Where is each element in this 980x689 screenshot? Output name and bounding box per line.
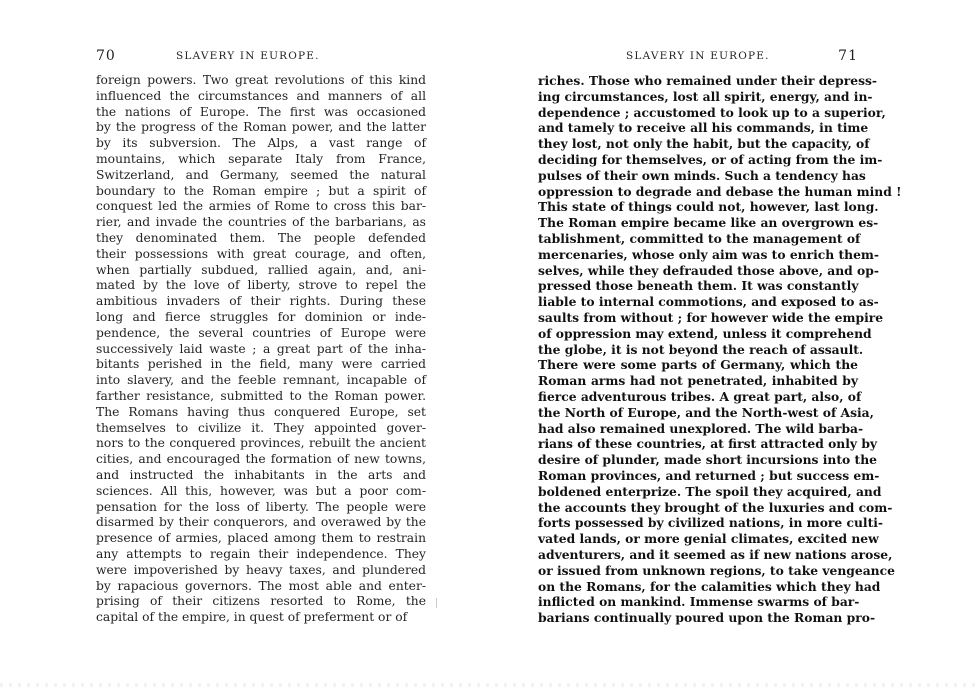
- right-page: [538, 48, 902, 648]
- text-line: inflicted on mankind. Immense swarms of bar-: [538, 594, 860, 610]
- text-line: cities, and encouraged the formation of new towns,: [96, 452, 426, 467]
- text-line: they denominated them. The people defended: [96, 230, 426, 245]
- text-line: Switzerland, and Germany, seemed the natural: [96, 167, 426, 182]
- text-line: oppression to degrade and debase the human mind !: [538, 183, 902, 199]
- text-line: into slavery, and the feeble remnant, incapable of: [96, 373, 426, 388]
- text-line: farther resistance, submitted to the Roman power.: [96, 388, 426, 403]
- text-line: presence of armies, placed among them to restrain: [96, 531, 426, 546]
- right-page-header: [538, 48, 858, 68]
- text-line: Roman arms had not penetrated, inhabited by: [538, 373, 858, 389]
- text-line: tablishment, committed to the management of: [538, 230, 861, 246]
- text-line: mated by the love of liberty, strove to repel the: [96, 278, 426, 293]
- text-line: barians continually poured upon the Roman pro-: [538, 610, 876, 626]
- text-line: mountains, which separate Italy from France,: [96, 151, 426, 166]
- text-line: by the progress of the Roman power, and the latter: [96, 120, 426, 135]
- text-line: nors to the conquered provinces, rebuilt the ancient: [96, 436, 426, 451]
- scan-edge: [0, 683, 980, 687]
- right-running-head: SLAVERY IN EUROPE.: [626, 50, 770, 62]
- text-line: long and fierce struggles for dominion or inde-: [96, 309, 426, 324]
- text-line: disarmed by their conquerors, and overawed by the: [96, 515, 426, 530]
- text-line: desire of plunder, made short incursions into the: [538, 452, 877, 468]
- text-line: rier, and invade the countries of the barbarians, as: [96, 215, 426, 230]
- text-line: the nations of Europe. The first was occasioned: [96, 104, 426, 119]
- right-page-number: 71: [838, 48, 858, 64]
- text-line: pulses of their own minds. Such a tendency has: [538, 167, 866, 183]
- left-page: [96, 48, 426, 648]
- text-line: themselves to civilize it. They appointed gover-: [96, 420, 426, 435]
- text-line: riches. Those who remained under their depress-: [538, 73, 878, 88]
- gutter-mark: [436, 598, 437, 608]
- text-line: successively laid waste ; a great part of the inha-: [96, 341, 426, 356]
- text-line: pendence, the several countries of Europe were: [96, 325, 426, 340]
- text-line: any attempts to regain their independence. They: [96, 546, 426, 561]
- text-line: by rapacious governors. The most able and enter-: [96, 578, 426, 593]
- text-line: their possessions with great courage, and often,: [96, 246, 426, 261]
- text-line: forts possessed by civilized nations, in more culti-: [538, 515, 884, 531]
- text-line: they lost, not only the habit, but the capacity, of: [538, 136, 870, 152]
- text-line: when partially subdued, rallied again, and, ani-: [96, 262, 426, 277]
- text-line: fierce adventurous tribes. A great part, also, of: [538, 388, 862, 404]
- text-line: vated lands, or more genial climates, excited new: [538, 531, 879, 547]
- right-page-text: [538, 73, 902, 626]
- text-line: This state of things could not, however, last long.: [538, 199, 879, 215]
- text-line: ing circumstances, lost all spirit, energy, and in-: [538, 88, 873, 104]
- text-line: and tamely to receive all his commands, in time: [538, 120, 869, 136]
- text-line: conquest led the armies of Rome to cross this bar-: [96, 199, 426, 214]
- text-line: by its subversion. The Alps, a vast range of: [96, 136, 426, 151]
- text-line: pressed those beneath them. It was constantly: [538, 278, 859, 294]
- text-line: boldened enterprize. The spoil they acquired, and: [538, 483, 882, 499]
- text-line: pensation for the loss of liberty. The people were: [96, 499, 426, 514]
- text-line: mercenaries, whose only aim was to enrich them-: [538, 246, 880, 262]
- text-line: had also remained unexplored. The wild barba-: [538, 420, 864, 436]
- text-line: the globe, it is not beyond the reach of assault.: [538, 341, 864, 357]
- text-line: sciences. All this, however, was but a poor com-: [96, 483, 426, 498]
- text-line: ambitious invaders of their rights. During these: [96, 294, 426, 309]
- text-line: the North of Europe, and the North-west of Asia,: [538, 404, 874, 420]
- text-line: prising of their citizens resorted to Rome, the: [96, 594, 426, 609]
- left-page-number: 70: [96, 48, 116, 64]
- text-line: of oppression may extend, unless it comprehend: [538, 325, 872, 341]
- text-line: were impoverished by heavy taxes, and plundered: [96, 562, 426, 577]
- left-running-head: SLAVERY IN EUROPE.: [176, 50, 320, 62]
- text-line: dependence ; accustomed to look up to a superior,: [538, 104, 886, 120]
- left-page-text: [96, 73, 426, 626]
- text-line: or issued from unknown regions, to take vengeance: [538, 562, 895, 578]
- text-line: the accounts they brought of the luxuries and com-: [538, 499, 893, 515]
- text-line: Roman provinces, and returned ; but success em-: [538, 467, 880, 483]
- text-line: and instructed the inhabitants in the arts and: [96, 467, 426, 482]
- text-line: The Roman empire became like an overgrown es-: [538, 215, 879, 231]
- text-line: foreign powers. Two great revolutions of this kind: [96, 73, 426, 87]
- text-line: influenced the circumstances and manners of all: [96, 88, 426, 103]
- text-line: There were some parts of Germany, which the: [538, 357, 858, 373]
- text-line: selves, while they defrauded those above, and op-: [538, 262, 879, 278]
- text-line: liable to internal commotions, and exposed to as-: [538, 294, 879, 310]
- text-line: The Romans having thus conquered Europe, set: [96, 404, 426, 419]
- text-line: rians of these countries, at first attracted only by: [538, 436, 878, 452]
- text-line: deciding for themselves, or of acting from the im-: [538, 151, 883, 167]
- text-line: boundary to the Roman empire ; but a spirit of: [96, 183, 426, 198]
- text-line: on the Romans, for the calamities which they had: [538, 578, 881, 594]
- text-line: saults from without ; for however wide the empire: [538, 309, 884, 325]
- text-line: adventurers, and it seemed as if new nations arose,: [538, 546, 893, 562]
- text-line: capital of the empire, in quest of preferment or of: [96, 610, 408, 625]
- text-line: bitants perished in the field, many were carried: [96, 357, 426, 372]
- left-page-header: [96, 48, 426, 68]
